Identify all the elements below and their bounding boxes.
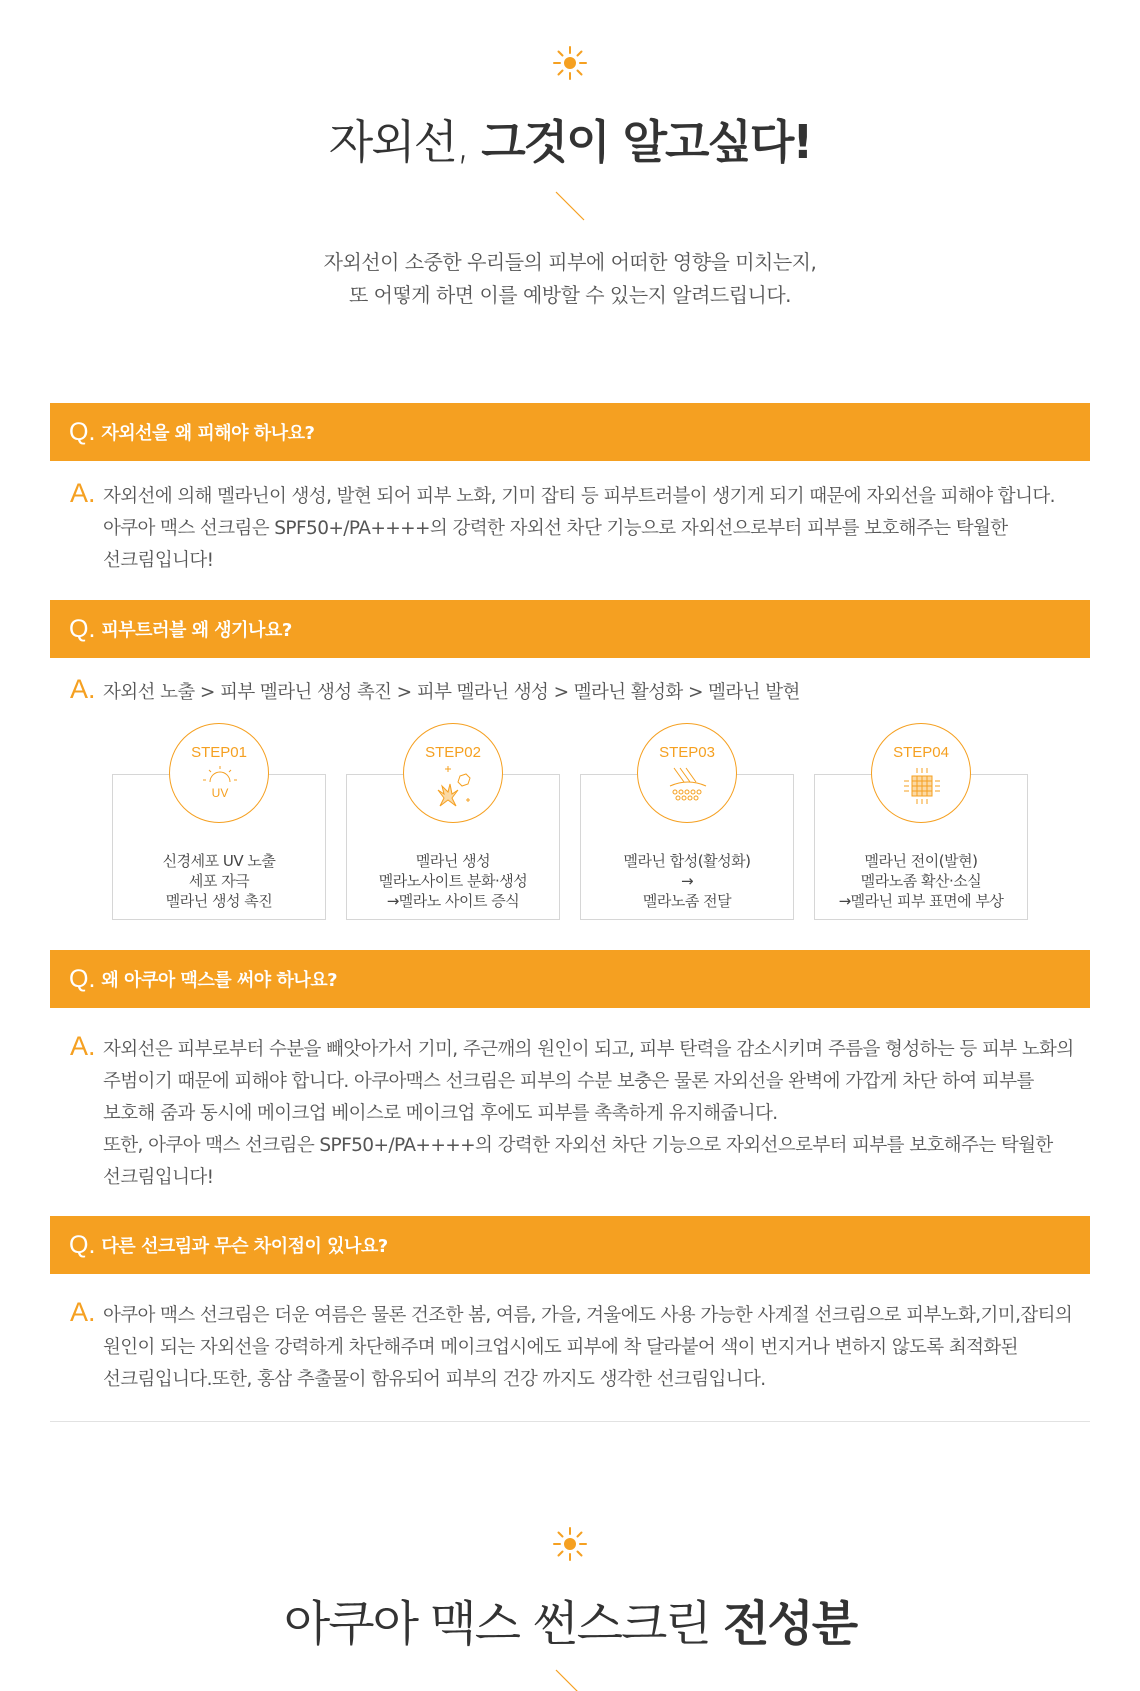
- step-text: 멜라노좀 확산·소실: [860, 872, 982, 890]
- answer-block: [50, 478, 1110, 577]
- answer-line: 아쿠아 맥스 선크림은 SPF50+/PA++++의 강력한 자외선 차단 기능으로 자외선으로부터 피부를 보호해주는 탁월한: [103, 518, 1008, 539]
- melanocyte-icon: [432, 764, 476, 808]
- skin-layer-icon: [666, 764, 710, 808]
- question-bar: [50, 1216, 1090, 1274]
- answer-mark: A.: [70, 1297, 96, 1327]
- answer-line: 또한, 아쿠아 맥스 선크림은 SPF50+/PA++++의 강력한 자외선 차단 기능으로 자외선으로부터 피부를 보호해주는 탁월한: [103, 1135, 1053, 1156]
- question-mark: Q.: [69, 614, 96, 643]
- question-mark: Q.: [69, 1230, 96, 1259]
- answer-line: 선크림입니다!: [103, 550, 214, 571]
- step-text: 신경세포 UV 노출: [162, 852, 276, 870]
- answer-mark: A.: [70, 478, 96, 508]
- step-text: 멜라닌 합성(활성화): [623, 852, 751, 870]
- sun-icon: [552, 1526, 588, 1562]
- section-title-bold: 전성분: [722, 1596, 857, 1652]
- step-badge-2: [403, 723, 503, 823]
- step-text: →멜라노 사이트 증식: [386, 892, 520, 910]
- page-title: [0, 106, 1140, 172]
- divider-slash-icon: [554, 190, 586, 222]
- step-label: STEP01: [191, 744, 247, 761]
- step-badge-1: [169, 723, 269, 823]
- answer-block: [50, 674, 1110, 709]
- page-title-light: 자외선,: [328, 115, 482, 169]
- answer-line: 원인이 되는 자외선을 강력하게 차단해주며 메이크업시에도 피부에 착 달라붙어 색이 번지거나 변하지 않도록 최적화된: [103, 1337, 1018, 1358]
- answer-line: 아쿠아 맥스 선크림은 더운 여름은 물론 건조한 봄, 여름, 가을, 겨울에도 사용 가능한 사계절 선크림으로 피부노화,기미,잡티의: [103, 1305, 1073, 1326]
- answer-mark: A.: [70, 1031, 96, 1061]
- divider-slash-icon: [554, 1668, 586, 1691]
- question-text: 피부트러블 왜 생기나요?: [101, 620, 292, 641]
- answer-line: 선크림입니다!: [103, 1167, 214, 1188]
- question-text: 왜 아쿠아 맥스를 써야 하나요?: [101, 970, 338, 991]
- answer-block: [50, 1031, 1110, 1194]
- intro-text: [0, 246, 1140, 312]
- step-label: STEP02: [425, 744, 481, 761]
- answer-line: 자외선에 의해 멜라닌이 생성, 발현 되어 피부 노화, 기미 잡티 등 피부트러블이 생기게 되기 때문에 자외선을 피해야 합니다.: [103, 486, 1055, 507]
- section-title: [0, 1585, 1140, 1654]
- step-text: 멜라닌 생성 촉진: [165, 892, 273, 910]
- step-text: 멜라노좀 전달: [642, 892, 732, 910]
- question-mark: Q.: [69, 964, 96, 993]
- step-text: 멜라닌 전이(발현): [864, 852, 978, 870]
- answer-line: 자외선 노출 > 피부 멜라닌 생성 촉진 > 피부 멜라닌 생성 > 멜라닌 활성화 > 멜라닌 발현: [103, 682, 800, 703]
- intro-line: 또 어떻게 하면 이를 예방할 수 있는지 알려드립니다.: [348, 283, 792, 307]
- step-text: 멜라노사이트 분화·생성: [378, 872, 528, 890]
- step-text: 멜라닌 생성: [415, 852, 491, 870]
- step-text: →: [680, 872, 694, 890]
- intro-line: 자외선이 소중한 우리들의 피부에 어떠한 영향을 미치는지,: [323, 250, 817, 274]
- step-text: 세포 자극: [188, 872, 250, 890]
- step-badge-4: [871, 723, 971, 823]
- answer-block: [50, 1297, 1110, 1396]
- question-bar: [50, 950, 1090, 1008]
- section-title-light: 아쿠아 맥스 썬스크린: [283, 1596, 723, 1652]
- sun-icon: [552, 45, 588, 81]
- step-label: STEP03: [659, 744, 715, 761]
- question-mark: Q.: [69, 417, 96, 446]
- question-bar: [50, 403, 1090, 461]
- answer-line: 주범이기 때문에 피해야 합니다. 아쿠아맥스 선크림은 피부의 수분 보충은 물론 자외선을 완벽에 가깝게 차단 하여 피부를: [103, 1071, 1034, 1092]
- uv-sun-icon: [198, 764, 242, 808]
- question-text: 자외선을 왜 피해야 하나요?: [101, 423, 315, 444]
- step-badge-3: [637, 723, 737, 823]
- answer-line: 자외선은 피부로부터 수분을 빼앗아가서 기미, 주근깨의 원인이 되고, 피부 탄력을 감소시키며 주름을 형성하는 등 피부 노화의: [103, 1039, 1074, 1060]
- answer-mark: A.: [70, 674, 96, 704]
- grid-spread-icon: [900, 764, 944, 808]
- page-title-bold: 그것이 알고싶다!: [481, 115, 812, 169]
- step-label: STEP04: [893, 744, 949, 761]
- uv-text: UV: [211, 786, 229, 800]
- answer-line: 선크림입니다.또한, 홍삼 추출물이 함유되어 피부의 건강 까지도 생각한 선크림입니다.: [103, 1369, 766, 1390]
- answer-line: 보호해 줌과 동시에 메이크업 베이스로 메이크업 후에도 피부를 촉촉하게 유지해줍니다.: [103, 1103, 778, 1124]
- step-text: →멜라닌 피부 표면에 부상: [838, 892, 1004, 910]
- question-bar: [50, 600, 1090, 658]
- question-text: 다른 선크림과 무슨 차이점이 있나요?: [101, 1236, 388, 1257]
- section-divider: [50, 1421, 1090, 1422]
